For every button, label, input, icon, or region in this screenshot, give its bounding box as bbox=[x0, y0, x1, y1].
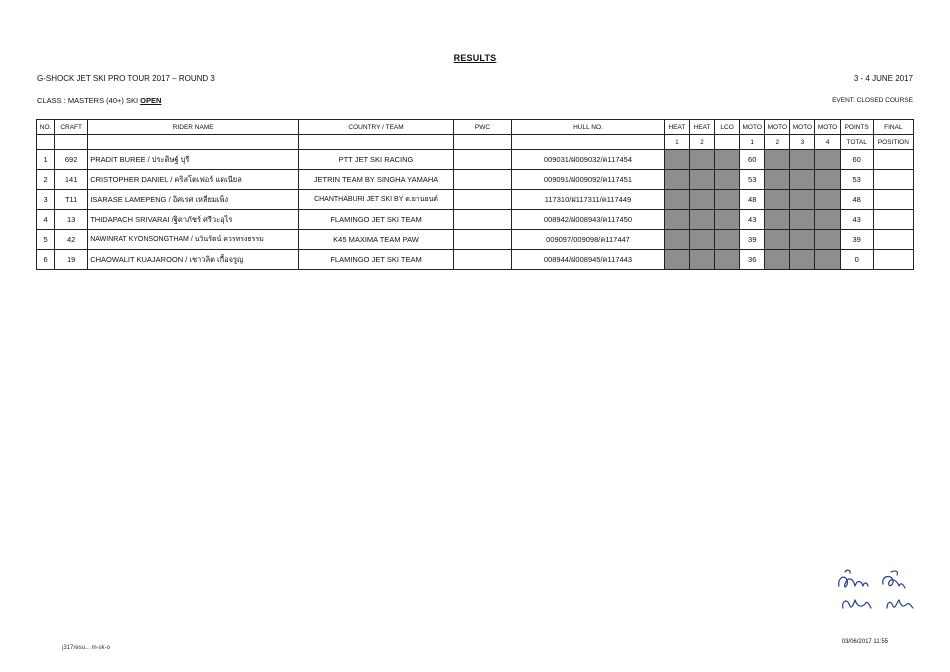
event-type: EVENT: CLOSED COURSE bbox=[832, 97, 913, 104]
col-points: POINTS bbox=[840, 120, 873, 135]
col-total: TOTAL bbox=[840, 135, 873, 150]
header-row-1 bbox=[37, 120, 914, 135]
col-moto-3: MOTO bbox=[790, 120, 815, 135]
row-pwc bbox=[453, 230, 511, 250]
row-position bbox=[873, 210, 913, 230]
row-moto-1: 43 bbox=[740, 210, 765, 230]
col-lco: LCO bbox=[715, 120, 740, 135]
row-total: 43 bbox=[840, 210, 873, 230]
class-label bbox=[37, 96, 161, 105]
row-total: 60 bbox=[840, 150, 873, 170]
row-moto-2 bbox=[765, 230, 790, 250]
row-hull: 009097/009098/ค117447 bbox=[512, 230, 665, 250]
row-hull: 117310/ฝ117311/ค117449 bbox=[512, 190, 665, 210]
header-row-2 bbox=[37, 135, 914, 150]
page-title: RESULTS bbox=[453, 53, 497, 63]
row-craft: 42 bbox=[55, 230, 88, 250]
class-open: OPEN bbox=[140, 96, 162, 105]
row-hull: 008942/ฝ008943/ค117450 bbox=[512, 210, 665, 230]
row-heat-1 bbox=[664, 190, 689, 210]
row-rider: NAWINRAT KYONSONGTHAM / นวินรัตน์ ควรทรงธรรม bbox=[88, 230, 299, 250]
row-craft: 13 bbox=[55, 210, 88, 230]
row-total: 53 bbox=[840, 170, 873, 190]
table-row bbox=[37, 150, 914, 170]
col-final: FINAL bbox=[873, 120, 913, 135]
col-heat-2: HEAT bbox=[689, 120, 714, 135]
row-moto-2 bbox=[765, 210, 790, 230]
row-position bbox=[873, 150, 913, 170]
results-table bbox=[36, 119, 914, 270]
handwritten-signature bbox=[831, 564, 926, 624]
row-moto-1: 53 bbox=[740, 170, 765, 190]
row-heat-2 bbox=[689, 150, 714, 170]
col-moto-4: MOTO bbox=[815, 120, 840, 135]
row-position bbox=[873, 170, 913, 190]
col-heat-2-num: 2 bbox=[689, 135, 714, 150]
row-team: CHANTHABURI JET SKI BY ต.ยานยนต์ bbox=[299, 190, 454, 210]
table-row bbox=[37, 210, 914, 230]
row-team: K45 MAXIMA TEAM PAW bbox=[299, 230, 454, 250]
row-total: 0 bbox=[840, 250, 873, 270]
row-pwc bbox=[453, 210, 511, 230]
row-lco bbox=[715, 210, 740, 230]
row-craft: 692 bbox=[55, 150, 88, 170]
col-moto-1-num: 1 bbox=[740, 135, 765, 150]
file-name: j317resu... m-sk-o bbox=[62, 645, 111, 651]
row-pwc bbox=[453, 170, 511, 190]
row-lco bbox=[715, 170, 740, 190]
row-moto-2 bbox=[765, 190, 790, 210]
col-rider: RIDER NAME bbox=[88, 120, 299, 135]
row-pwc bbox=[453, 150, 511, 170]
row-heat-1 bbox=[664, 150, 689, 170]
row-moto-1: 60 bbox=[740, 150, 765, 170]
row-moto-1: 48 bbox=[740, 190, 765, 210]
col-moto-2: MOTO bbox=[765, 120, 790, 135]
row-heat-1 bbox=[664, 250, 689, 270]
row-team: FLAMINGO JET SKI TEAM bbox=[299, 210, 454, 230]
row-team: FLAMINGO JET SKI TEAM bbox=[299, 250, 454, 270]
row-heat-1 bbox=[664, 210, 689, 230]
col-craft: CRAFT bbox=[55, 120, 88, 135]
row-hull: 008944/ฝ008945/ค117443 bbox=[512, 250, 665, 270]
col-moto-4-num: 4 bbox=[815, 135, 840, 150]
class-prefix: CLASS : MASTERS (40+) SKI bbox=[37, 96, 141, 105]
table-row bbox=[37, 230, 914, 250]
row-team: PTT JET SKI RACING bbox=[299, 150, 454, 170]
row-lco bbox=[715, 230, 740, 250]
row-heat-2 bbox=[689, 210, 714, 230]
row-lco bbox=[715, 250, 740, 270]
row-craft: 141 bbox=[55, 170, 88, 190]
row-moto-4 bbox=[815, 190, 840, 210]
col-team: COUNTRY / TEAM bbox=[299, 120, 454, 135]
row-rider: ISARASE LAMEPENG / อิศเรศ เหลี่ยมเพ็ง bbox=[88, 190, 299, 210]
event-name: G-SHOCK JET SKI PRO TOUR 2017 – ROUND 3 bbox=[37, 74, 215, 83]
row-no: 6 bbox=[37, 250, 55, 270]
row-moto-3 bbox=[790, 170, 815, 190]
row-no: 3 bbox=[37, 190, 55, 210]
table-row bbox=[37, 250, 914, 270]
col-no: NO. bbox=[37, 120, 55, 135]
row-no: 2 bbox=[37, 170, 55, 190]
row-heat-2 bbox=[689, 170, 714, 190]
row-craft: T11 bbox=[55, 190, 88, 210]
row-no: 5 bbox=[37, 230, 55, 250]
row-total: 48 bbox=[840, 190, 873, 210]
row-moto-3 bbox=[790, 150, 815, 170]
row-moto-3 bbox=[790, 210, 815, 230]
row-heat-1 bbox=[664, 170, 689, 190]
col-pwc: PWC bbox=[453, 120, 511, 135]
col-heat-1: HEAT bbox=[664, 120, 689, 135]
row-position bbox=[873, 190, 913, 210]
print-date: 03/06/2017 11:55 bbox=[841, 639, 888, 645]
row-total: 39 bbox=[840, 230, 873, 250]
row-rider: THIDAPACH SRIVARAI /ฐิดาภัชร์ ศรีวะอุไร bbox=[88, 210, 299, 230]
row-heat-1 bbox=[664, 230, 689, 250]
row-moto-3 bbox=[790, 250, 815, 270]
row-craft: 19 bbox=[55, 250, 88, 270]
row-position bbox=[873, 250, 913, 270]
row-pwc bbox=[453, 190, 511, 210]
row-heat-2 bbox=[689, 250, 714, 270]
row-pwc bbox=[453, 250, 511, 270]
row-hull: 009091/ฝ009092/ค117451 bbox=[512, 170, 665, 190]
row-lco bbox=[715, 190, 740, 210]
row-no: 1 bbox=[37, 150, 55, 170]
col-heat-1-num: 1 bbox=[664, 135, 689, 150]
row-moto-3 bbox=[790, 230, 815, 250]
row-lco bbox=[715, 150, 740, 170]
row-rider: PRADIT BUREE / ประดิษฐ์ บุรี bbox=[88, 150, 299, 170]
row-moto-4 bbox=[815, 150, 840, 170]
row-heat-2 bbox=[689, 190, 714, 210]
table-row bbox=[37, 170, 914, 190]
row-rider: CRISTOPHER DANIEL / คริสโตเฟอร์ แดเนียล bbox=[88, 170, 299, 190]
row-heat-2 bbox=[689, 230, 714, 250]
row-hull: 009031/ฝ009032/ค117454 bbox=[512, 150, 665, 170]
row-moto-4 bbox=[815, 230, 840, 250]
col-moto-3-num: 3 bbox=[790, 135, 815, 150]
col-hull: HULL NO. bbox=[512, 120, 665, 135]
col-moto-2-num: 2 bbox=[765, 135, 790, 150]
table-row bbox=[37, 190, 914, 210]
row-moto-4 bbox=[815, 170, 840, 190]
row-team: JETRIN TEAM BY SINGHA YAMAHA bbox=[299, 170, 454, 190]
row-moto-4 bbox=[815, 210, 840, 230]
row-rider: CHAOWALIT KUAJAROON / เชาวลิต เกื้อจรูญ bbox=[88, 250, 299, 270]
col-moto-1: MOTO bbox=[740, 120, 765, 135]
col-position: POSITION bbox=[873, 135, 913, 150]
row-moto-3 bbox=[790, 190, 815, 210]
row-moto-2 bbox=[765, 170, 790, 190]
row-moto-1: 39 bbox=[740, 230, 765, 250]
row-moto-1: 36 bbox=[740, 250, 765, 270]
row-no: 4 bbox=[37, 210, 55, 230]
event-dates: 3 - 4 JUNE 2017 bbox=[853, 74, 913, 83]
row-moto-2 bbox=[765, 150, 790, 170]
row-moto-4 bbox=[815, 250, 840, 270]
row-position bbox=[873, 230, 913, 250]
row-moto-2 bbox=[765, 250, 790, 270]
